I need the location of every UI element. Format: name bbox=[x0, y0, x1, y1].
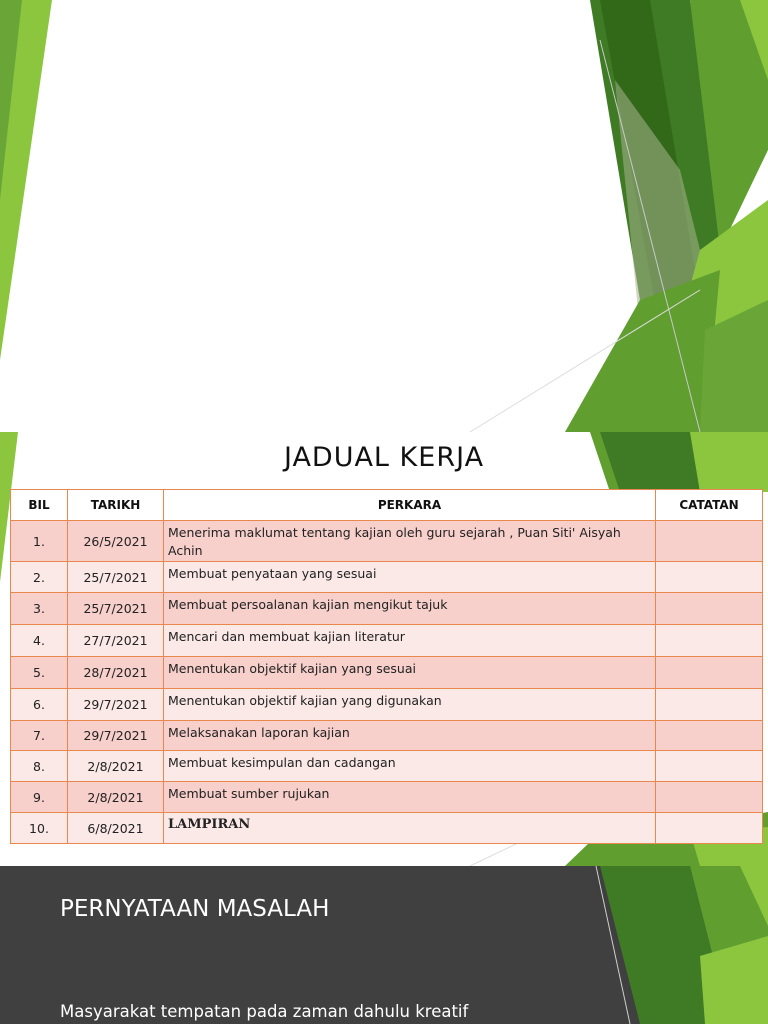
cell-perkara: Mencari dan membuat kajian literatur bbox=[164, 625, 656, 657]
slide-title: PERNYATAAN MASALAH bbox=[60, 896, 330, 922]
table-row bbox=[11, 562, 763, 593]
cell-catatan bbox=[656, 562, 763, 593]
cell-catatan bbox=[656, 751, 763, 782]
table-row bbox=[11, 689, 763, 721]
cell-bil: 6. bbox=[11, 689, 68, 721]
column-header-tarikh: TARIKH bbox=[68, 490, 164, 521]
column-header-catatan: CATATAN bbox=[656, 490, 763, 521]
table-row bbox=[11, 751, 763, 782]
slide-2 bbox=[0, 432, 768, 866]
cell-catatan bbox=[656, 689, 763, 721]
cell-catatan bbox=[656, 521, 763, 562]
cell-bil: 8. bbox=[11, 751, 68, 782]
green-shards-decoration bbox=[0, 0, 768, 432]
cell-tarikh: 25/7/2021 bbox=[68, 593, 164, 625]
cell-catatan bbox=[656, 782, 763, 813]
cell-bil: 3. bbox=[11, 593, 68, 625]
slide-body-text: Masyarakat tempatan pada zaman dahulu kreatif bbox=[60, 1002, 469, 1021]
cell-tarikh: 2/8/2021 bbox=[68, 782, 164, 813]
table-row bbox=[11, 721, 763, 751]
cell-catatan bbox=[656, 721, 763, 751]
cell-catatan bbox=[656, 813, 763, 844]
cell-perkara: Melaksanakan laporan kajian bbox=[164, 721, 656, 751]
cell-catatan bbox=[656, 625, 763, 657]
cell-perkara: Membuat penyataan yang sesuai bbox=[164, 562, 656, 593]
cell-tarikh: 26/5/2021 bbox=[68, 521, 164, 562]
cell-bil: 2. bbox=[11, 562, 68, 593]
cell-perkara: Membuat sumber rujukan bbox=[164, 782, 656, 813]
table-row bbox=[11, 593, 763, 625]
table-row bbox=[11, 813, 763, 844]
cell-bil: 7. bbox=[11, 721, 68, 751]
cell-perkara: Menerima maklumat tentang kajian oleh guru sejarah , Puan Siti' Aisyah Achin bbox=[164, 521, 656, 562]
cell-perkara: LAMPIRAN bbox=[164, 813, 656, 844]
table-row bbox=[11, 521, 763, 562]
column-header-perkara: PERKARA bbox=[164, 490, 656, 521]
schedule-table bbox=[10, 489, 763, 844]
cell-perkara: Membuat kesimpulan dan cadangan bbox=[164, 751, 656, 782]
cell-tarikh: 28/7/2021 bbox=[68, 657, 164, 689]
cell-tarikh: 27/7/2021 bbox=[68, 625, 164, 657]
table-row bbox=[11, 657, 763, 689]
cell-perkara: Menentukan objektif kajian yang sesuai bbox=[164, 657, 656, 689]
table-header-row bbox=[11, 490, 763, 521]
cell-tarikh: 2/8/2021 bbox=[68, 751, 164, 782]
cell-catatan bbox=[656, 593, 763, 625]
slide-1 bbox=[0, 0, 768, 432]
cell-catatan bbox=[656, 657, 763, 689]
slide-title: JADUAL KERJA bbox=[283, 442, 485, 473]
cell-bil: 10. bbox=[11, 813, 68, 844]
cell-bil: 4. bbox=[11, 625, 68, 657]
table-row bbox=[11, 625, 763, 657]
slide-3 bbox=[0, 866, 768, 1024]
cell-perkara: Menentukan objektif kajian yang digunakan bbox=[164, 689, 656, 721]
cell-tarikh: 29/7/2021 bbox=[68, 689, 164, 721]
cell-bil: 9. bbox=[11, 782, 68, 813]
table-row bbox=[11, 782, 763, 813]
cell-tarikh: 29/7/2021 bbox=[68, 721, 164, 751]
cell-perkara: Membuat persoalanan kajian mengikut tajuk bbox=[164, 593, 656, 625]
cell-bil: 5. bbox=[11, 657, 68, 689]
column-header-bil: BIL bbox=[11, 490, 68, 521]
cell-tarikh: 6/8/2021 bbox=[68, 813, 164, 844]
cell-bil: 1. bbox=[11, 521, 68, 562]
cell-tarikh: 25/7/2021 bbox=[68, 562, 164, 593]
green-shards-decoration bbox=[0, 866, 768, 1024]
